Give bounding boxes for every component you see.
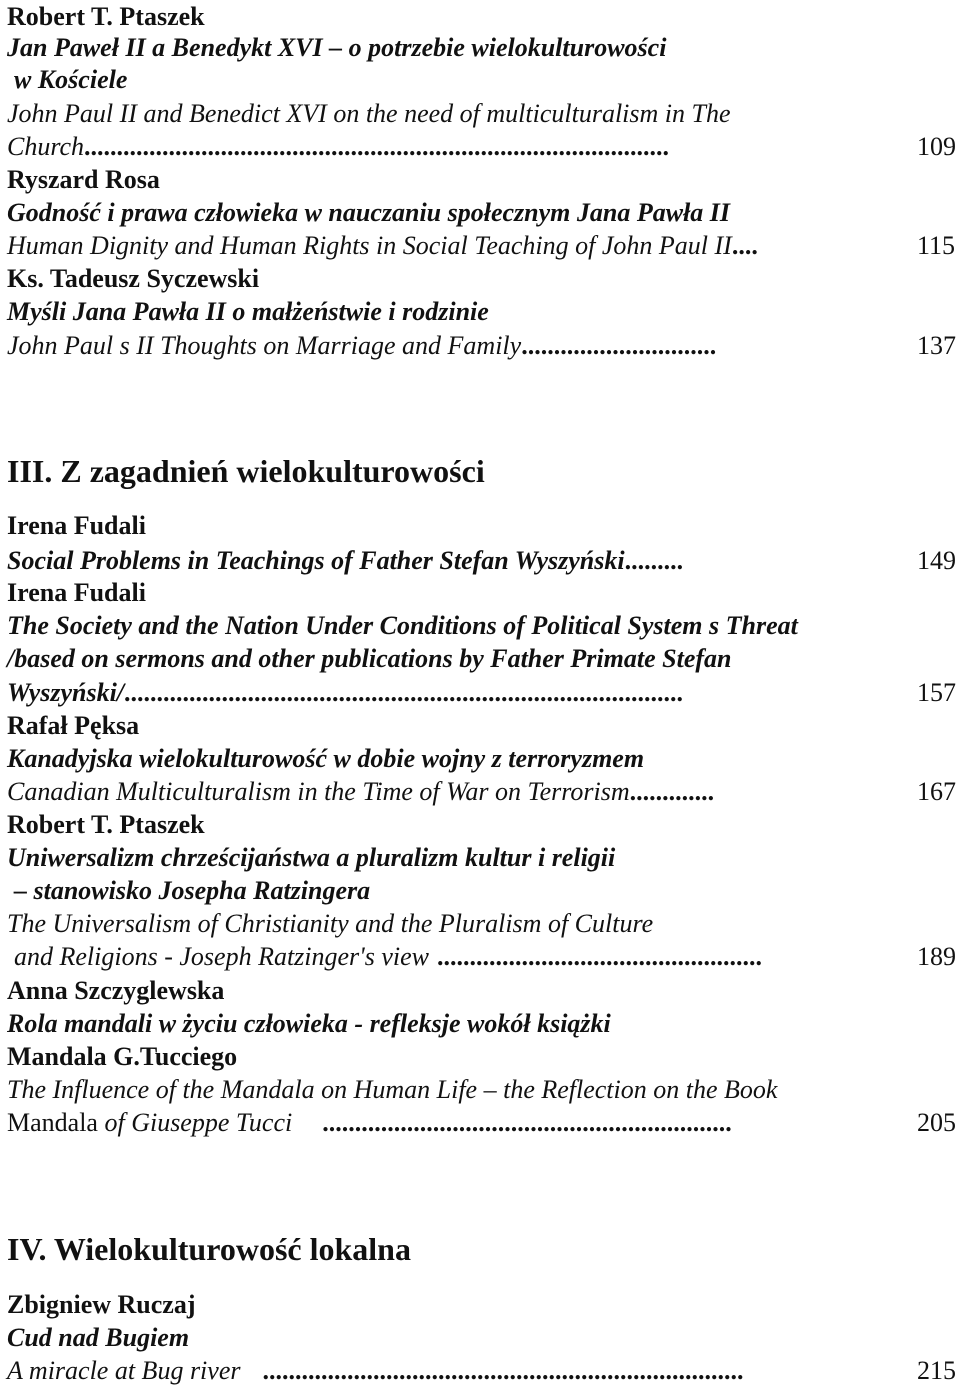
entry-author: Zbigniew Ruczaj <box>7 1290 196 1319</box>
entry-title-en-cont: Church <box>7 132 85 161</box>
page-number[interactable]: 115 <box>917 231 956 260</box>
entry-author: Robert T. Ptaszek <box>7 810 205 839</box>
entry-title: Social Problems in Teachings of Father Stefan Wyszyński <box>7 546 625 575</box>
leader-dots: .......................................................................... <box>262 1356 744 1385</box>
entry-title-cont: /based on sermons and other publications by Father Primate Stefan <box>7 644 732 673</box>
entry-title-en-cont-row <box>7 1106 732 1139</box>
entry-title-en-cont-row <box>7 130 669 163</box>
entry-title-en: John Paul s II Thoughts on Marriage and Family <box>7 331 522 360</box>
entry-title-en-cont-row <box>14 940 762 973</box>
page-number[interactable]: 167 <box>917 777 956 806</box>
entry-title-en-row <box>7 329 716 362</box>
entry-title-en-row <box>7 1354 743 1387</box>
section-heading-iii: III. Z zagadnień wielokulturowości <box>7 453 485 489</box>
entry-author: Ryszard Rosa <box>7 165 160 194</box>
entry-title-en-cont: and Religions - Joseph Ratzinger's view <box>14 942 429 971</box>
entry-title-pl: Kanadyjska wielokulturowość w dobie wojny z terroryzmem <box>7 744 645 773</box>
entry-title-en: The Influence of the Mandala on Human Life – the Reflection on the Book <box>7 1075 778 1104</box>
entry-title-en-mandala: Mandala <box>7 1108 98 1137</box>
entry-title-pl-cont: w Kościele <box>14 65 128 94</box>
entry-title-pl: Myśli Jana Pawła II o małżeństwie i rodzinie <box>7 297 489 326</box>
entry-title-pl: Godność i prawa człowieka w nauczaniu społecznym Jana Pawła II <box>7 198 731 227</box>
entry-title-cont: Wyszyński/ <box>7 678 125 707</box>
leader-dots: .......................................................................................... <box>84 132 670 161</box>
entry-author: Irena Fudali <box>7 578 146 607</box>
page-number[interactable]: 215 <box>917 1356 956 1385</box>
leader-dots: ......... <box>624 546 684 575</box>
entry-title: The Society and the Nation Under Conditions of Political System s Threat <box>7 611 798 640</box>
entry-title-pl: Jan Paweł II a Benedykt XVI – o potrzebie wielokulturowości <box>7 33 667 62</box>
entry-title-en: Canadian Multiculturalism in the Time of War on Terrorism <box>7 777 630 806</box>
leader-dots: ...................................................................................... <box>124 678 684 707</box>
entry-title-en: A miracle at Bug river <box>7 1356 241 1385</box>
entry-title-en: John Paul II and Benedict XVI on the need of multiculturalism in The <box>7 99 731 128</box>
entry-title-en: Human Dignity and Human Rights in Social Teaching of John Paul II <box>7 231 732 260</box>
page-number[interactable]: 157 <box>917 678 956 707</box>
entry-title-en-row <box>7 775 714 808</box>
leader-dots: ............................................................... <box>322 1108 732 1137</box>
leader-dots: .............................. <box>521 331 717 360</box>
entry-author: Anna Szczyglewska <box>7 976 225 1005</box>
entry-title-en-cont: of Giuseppe Tucci <box>97 1108 293 1137</box>
entry-title-en-row <box>7 229 758 262</box>
section-heading-iv: IV. Wielokulturowość lokalna <box>7 1231 411 1267</box>
page-number[interactable]: 189 <box>917 942 956 971</box>
leader-dots: .... <box>731 231 758 260</box>
leader-dots: ............. <box>629 777 715 806</box>
page-number[interactable]: 137 <box>917 331 956 360</box>
entry-author: Ks. Tadeusz Syczewski <box>7 264 260 293</box>
entry-title-pl: Uniwersalizm chrześcijaństwa a pluralizm kultur i religii <box>7 843 616 872</box>
page-number[interactable]: 205 <box>917 1108 956 1137</box>
leader-dots: .................................................. <box>437 942 762 971</box>
entry-author: Irena Fudali <box>7 511 146 540</box>
page-number[interactable]: 109 <box>917 132 956 161</box>
entry-title-cont-row <box>7 676 683 709</box>
entry-title-row <box>7 544 683 577</box>
entry-title-en: The Universalism of Christianity and the Pluralism of Culture <box>7 909 654 938</box>
entry-title-pl-cont: Mandala G.Tucciego <box>7 1042 238 1071</box>
entry-title-pl-cont: – stanowisko Josepha Ratzingera <box>14 876 371 905</box>
entry-title-pl: Cud nad Bugiem <box>7 1323 190 1352</box>
entry-title-pl: Rola mandali w życiu człowieka - refleksje wokół książki <box>7 1009 611 1038</box>
entry-author: Robert T. Ptaszek <box>7 2 205 31</box>
entry-author: Rafał Pęksa <box>7 711 140 740</box>
page-number[interactable]: 149 <box>917 546 956 575</box>
